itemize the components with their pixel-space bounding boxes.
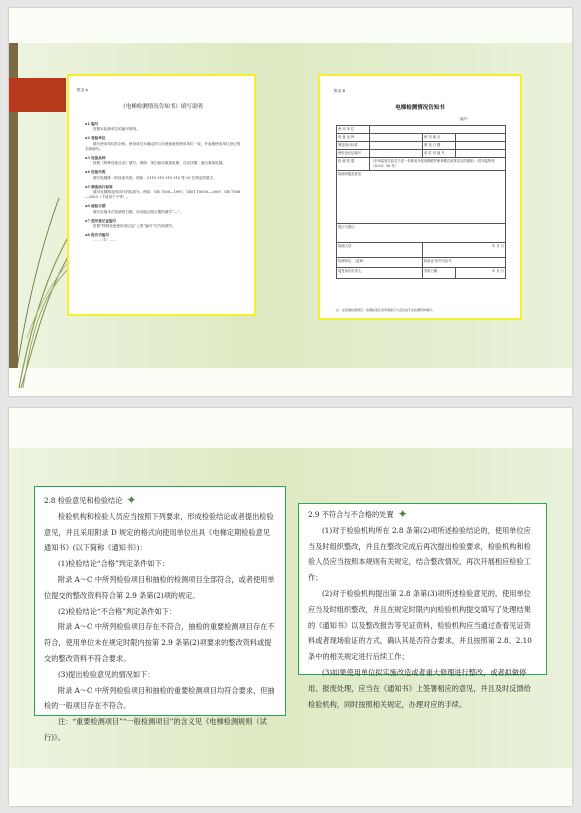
form-cell — [456, 150, 506, 158]
cert-cell: 检验证书/许可证号： — [423, 258, 506, 268]
paragraph: (2)检验结论“不合格”判定条件如下： — [58, 606, 177, 616]
section-heading: a4 设备代码 — [85, 170, 106, 175]
receiver-cell: 接受单位负责人： — [337, 268, 423, 279]
section-title-text: 2.8 检验意见和检验结论 — [44, 496, 123, 505]
paragraph: (1)对于检验机构所在 2.8 条第(2)项所述检验结论的，使用单位应当及时组织整改，并且在整改完成后再次提出检验要求，检验机构和检验人员应当按照本规则有关规定，结合整改情况，再次开展相应检验工作； — [308, 525, 531, 583]
section-text: 按照《特种设备目录》填写。例如：曳引驱动乘客电梯、自动扶梯、液压乘客电梯。 — [93, 161, 226, 166]
form-cell: 单 位 内 编 号 — [423, 150, 456, 158]
section-text: 按照“特种设备使用登记证”上的“编号”栏内容填写。 — [93, 224, 176, 229]
paragraph: (1)检验结论“合格”判定条件如下： — [58, 559, 169, 569]
findings-cell: 检测问题及意见： — [337, 171, 506, 224]
date-cell: 年 月 日 — [423, 243, 506, 258]
form-cell: 制 造 日 期 — [423, 142, 456, 150]
suggestion-cell: 提示与建议： — [337, 224, 506, 243]
section-text: 填写实施本次检测的日期，如未能注明日期的填写“—”。 — [93, 209, 183, 214]
section-title — [44, 493, 276, 509]
form-cell: 设 备 品 种 — [337, 134, 370, 142]
nonconformity-handling-box — [298, 503, 547, 709]
paragraph-list — [308, 523, 537, 713]
appendix-label: 附录 A — [77, 88, 88, 92]
paragraph: (3)提出检验意见的情况如下： — [58, 669, 155, 679]
section-text: ……（1）…… — [93, 238, 117, 243]
slide-2[interactable] — [9, 408, 572, 806]
form-title: 电梯检测情况告知书 — [395, 105, 445, 111]
section-heading: a6 检验日期 — [85, 204, 106, 209]
form-cell: 使 用 地 点 — [423, 134, 456, 142]
section-title — [308, 507, 537, 523]
paragraph: 检验机构和检验人员应当按照下列要求，形成检验结论或者提出检验意见，并且采用附录 D 规定的格式向使用单位出具《电梯定期检验意见通知书》(以下简称《通知书》)： — [44, 511, 274, 553]
section-text: 按照本检测单位的编号规则。 — [93, 127, 140, 132]
paragraph-list — [44, 509, 276, 746]
receive-date-cell: 签收日期： — [423, 268, 456, 279]
inspection-conclusion-box — [34, 486, 286, 742]
form-cell: 使用登记证编号 — [337, 150, 370, 158]
section-heading: a8 报告书编号 — [85, 233, 110, 238]
paragraph: 附录 A～C 中所列检验项目和抽检的重要检测项目均符合要求，但抽检的一般项目存在不符合。 — [44, 685, 275, 711]
appendix-label: 附录 B — [334, 89, 345, 93]
inspection-unit-cell: 检测单位：（盖章） — [337, 258, 423, 268]
instruction-list — [85, 118, 241, 244]
paragraph: 附录 A～C 中所列检验项目和抽检的检测项目全部符合，或者使用单位提交的整改资料符合第 2.9 条第(2)项的规定。 — [44, 574, 275, 600]
form-table — [336, 125, 506, 279]
paragraph: (2)对于检验机构提出第 2.8 条第(3)项所述检验意见的，使用单位应当及时组织整改，并且在规定时限内向检验机构提交填写了处理结果的《通知书》以及整改报告等见证资料，检验机构应当通过查看见证资料或者现场验证的方式，确认其是否符合要求，并且按照第 2.8、2.10 条中的相关规定进行后续工作； — [308, 588, 532, 662]
section-heading: a3 设备品种 — [85, 156, 106, 161]
paragraph: 注：“重要检测项目”“一般检测项目”的含义见《电梯检测规则（试行)》。 — [44, 717, 267, 742]
section-heading: a5 制造执行标准 — [85, 184, 113, 189]
form-cell — [456, 134, 506, 142]
form-cell: 检 测 依 据 — [337, 158, 370, 171]
form-cell: 制造执行标准 — [337, 142, 370, 150]
form-note: 注：在检测检测项目、检测标准及选用等提示与意见由专业检测机构填写。 — [336, 308, 436, 312]
section-heading: a7 使用登记证编号 — [85, 218, 117, 223]
form-cell — [456, 142, 506, 150]
form-cell — [370, 134, 423, 142]
sparkle-icon: ✦ — [397, 507, 408, 521]
document-page-appendix-a — [67, 74, 256, 316]
document-page-appendix-b — [318, 74, 522, 320]
paragraph: (3)如果使用单位拟实施改造或者重大修理进行整改，或者拟做停用、报废处理，应当在《通知书》上签署相应的意见，并且及时反馈给检验机构，同时按照相关规定，办理对应的手续。 — [308, 667, 531, 709]
section-heading: a1 编号 — [85, 122, 99, 126]
section-heading: a2 受检单位 — [85, 136, 106, 141]
section-text: 填写使用单位的全称，使用单位未确定的与办理备案的使用单位一致，并参照使用单位登记的名称填写。 — [85, 141, 241, 151]
paragraph: 附录 A～C 中所列检验项目存在不符合，抽检的重要检测项目存在不符合，使用单位未在规定时限内按第 2.9 条第(2)项要求的整改资料或提交的整改资料不符合要求。 — [44, 622, 275, 663]
section-title-text: 2.9 不符合与不合格的处置 — [308, 510, 394, 519]
form-cell — [370, 150, 423, 158]
slide-1[interactable] — [9, 8, 572, 396]
date-cell: 年 月 日 — [456, 268, 506, 279]
form-cell: 《市场监管总局关于进一步推动开展电梯维护保养模式改革试点的通知》（国市监特设〔2020〕56 号） — [370, 158, 506, 171]
form-cell — [370, 142, 423, 150]
number-label: 编号： — [460, 117, 471, 121]
page-title: 《电梯检测情况告知书》填写说明 — [120, 104, 203, 110]
inspector-sign-cell: 检测人员： — [337, 243, 423, 258]
form-cell: 使 用 单 位 — [337, 126, 370, 134]
section-text: 填写电梯唯一的设备代码。例如：3110 310 310 310 等 20 位特定的数字。 — [93, 175, 217, 180]
sparkle-icon: ✦ — [126, 493, 137, 507]
section-text: 填写电梯制造所执行的标准号。例如：GB 7588—1995、GB/T 10058—2009、GB 7588—2003（不适用于于等）。 — [85, 190, 241, 200]
form-cell — [370, 126, 506, 134]
